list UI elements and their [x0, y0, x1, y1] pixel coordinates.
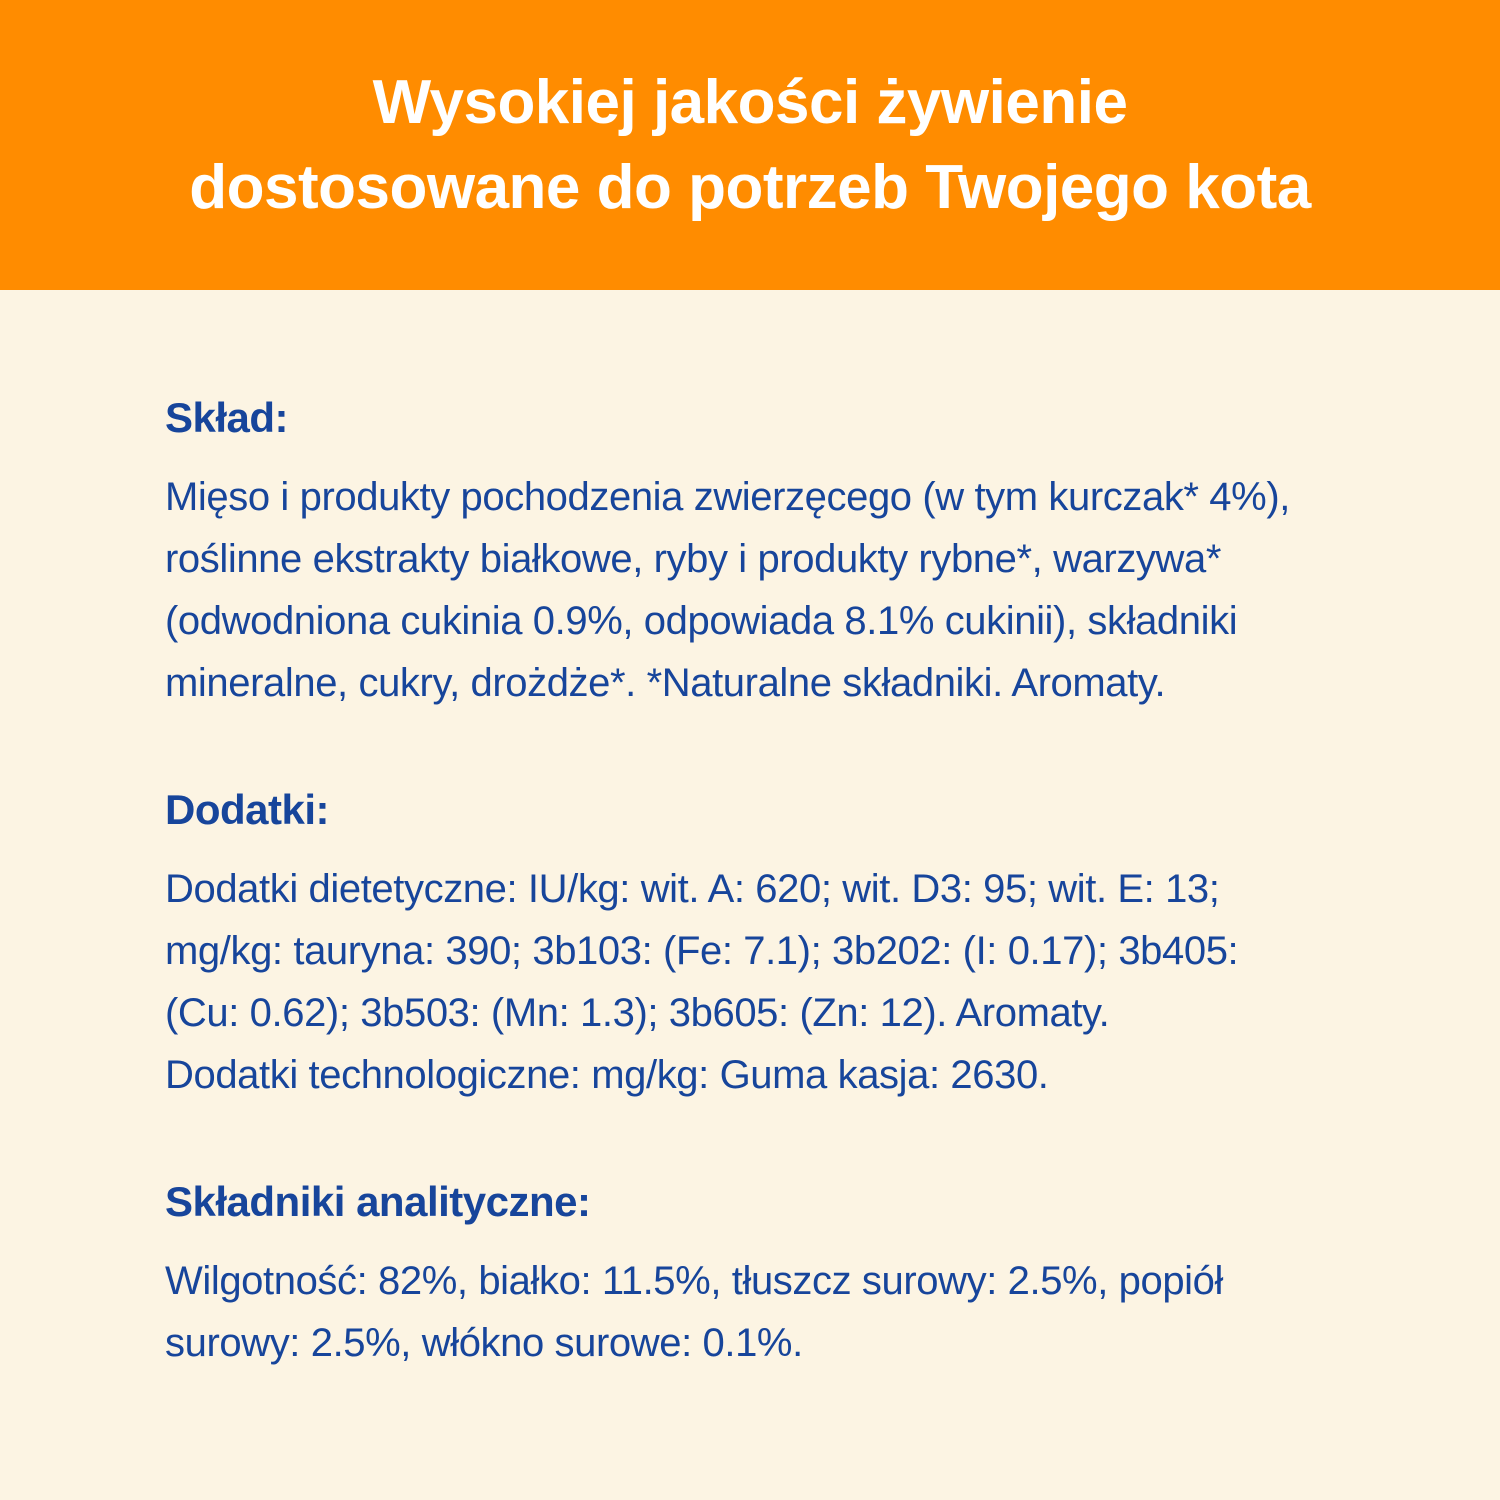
text-line: Dodatki dietetyczne: IU/kg: wit. A: 620; wit. D3: 95; wit. E: 13;: [165, 867, 1220, 911]
text-line: mineralne, cukry, drożdże*. *Naturalne składniki. Aromaty.: [165, 661, 1166, 705]
section-sklad-heading: Skład:: [165, 394, 289, 441]
text-line: Wilgotność: 82%, białko: 11.5%, tłuszcz surowy: 2.5%, popiół: [165, 1259, 1223, 1303]
text-line: (Cu: 0.62); 3b503: (Mn: 1.3); 3b605: (Zn: 12). Aromaty.: [165, 991, 1110, 1035]
section-skladniki-analityczne-heading: Składniki analityczne:: [165, 1178, 591, 1225]
section-dodatki-body: [165, 858, 1370, 1106]
section-dodatki-heading: Dodatki:: [165, 786, 329, 833]
section-skladniki-analityczne-body: [165, 1250, 1370, 1374]
label-content: [0, 290, 1500, 1374]
section-sklad-body: [165, 466, 1370, 714]
text-line: (odwodniona cukinia 0.9%, odpowiada 8.1% cukinii), składniki: [165, 599, 1238, 643]
banner-title-line-2: dostosowane do potrzeb Twojego kota: [189, 153, 1311, 222]
text-line: Mięso i produkty pochodzenia zwierzęcego (w tym kurczak* 4%),: [165, 475, 1290, 519]
text-line: Dodatki technologiczne: mg/kg: Guma kasja: 2630.: [165, 1053, 1049, 1097]
banner: [0, 0, 1500, 290]
banner-title-line-1: Wysokiej jakości żywienie: [372, 68, 1128, 137]
section-sklad: [165, 394, 1370, 714]
text-line: surowy: 2.5%, włókno surowe: 0.1%.: [165, 1321, 803, 1365]
section-skladniki-analityczne: [165, 1178, 1370, 1374]
section-dodatki: [165, 786, 1370, 1106]
text-line: mg/kg: tauryna: 390; 3b103: (Fe: 7.1); 3b202: (I: 0.17); 3b405:: [165, 929, 1239, 973]
text-line: roślinne ekstrakty białkowe, ryby i produkty rybne*, warzywa*: [165, 537, 1222, 581]
